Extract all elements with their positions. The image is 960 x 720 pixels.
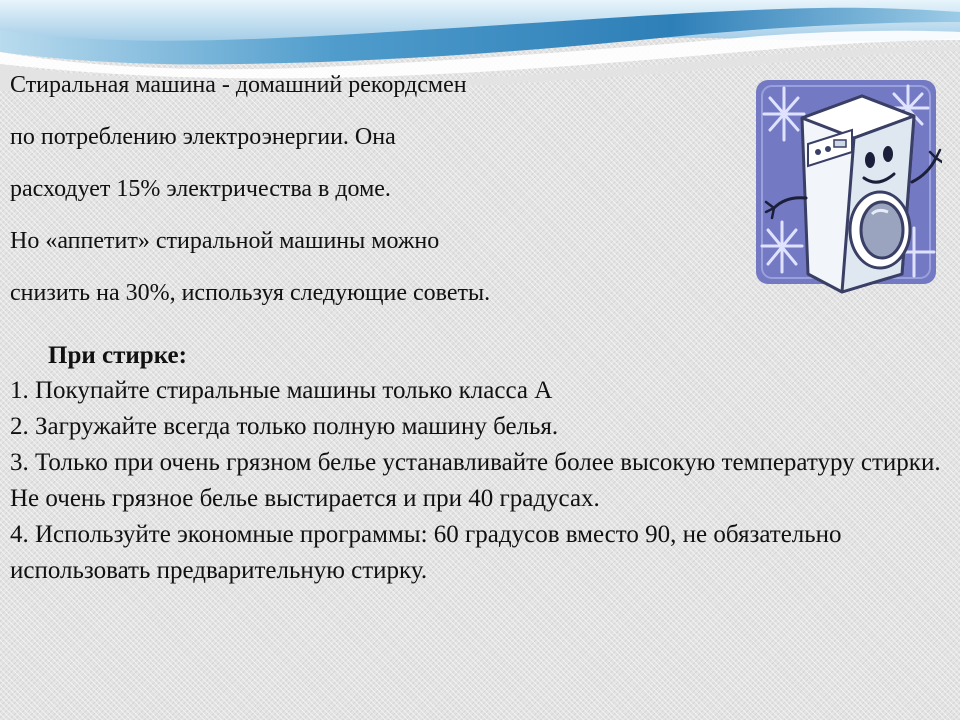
tip-item: 3. Только при очень грязном белье устанавливайте более высокую температуру стирки. Не очень грязное белье выстирается и при 40 градусах.	[10, 449, 941, 512]
snowflake-icon	[762, 222, 802, 272]
tip-item: 1. Покупайте стиральные машины только класса А	[10, 377, 553, 404]
intro-line: по потреблению электроэнергии. Она	[10, 124, 396, 150]
tips-heading: При стирке:	[48, 342, 187, 369]
intro-line: Но «аппетит» стиральной машины можно	[10, 228, 440, 254]
intro-line: снизить на 30%, используя следующие советы.	[10, 280, 491, 306]
tip-item: 2. Загружайте всегда только полную машину белья.	[10, 413, 559, 440]
intro-line: расходует 15% электричества в доме.	[10, 176, 391, 202]
intro-line: Стиральная машина - домашний рекордсмен	[10, 72, 467, 98]
washing-tips-list	[10, 338, 950, 589]
tip-item: 4. Используйте экономные программы: 60 градусов вместо 90, не обязательно использовать предварительную стирку.	[10, 521, 842, 584]
intro-paragraph	[10, 72, 730, 332]
washing-machine-illustration	[752, 78, 942, 300]
